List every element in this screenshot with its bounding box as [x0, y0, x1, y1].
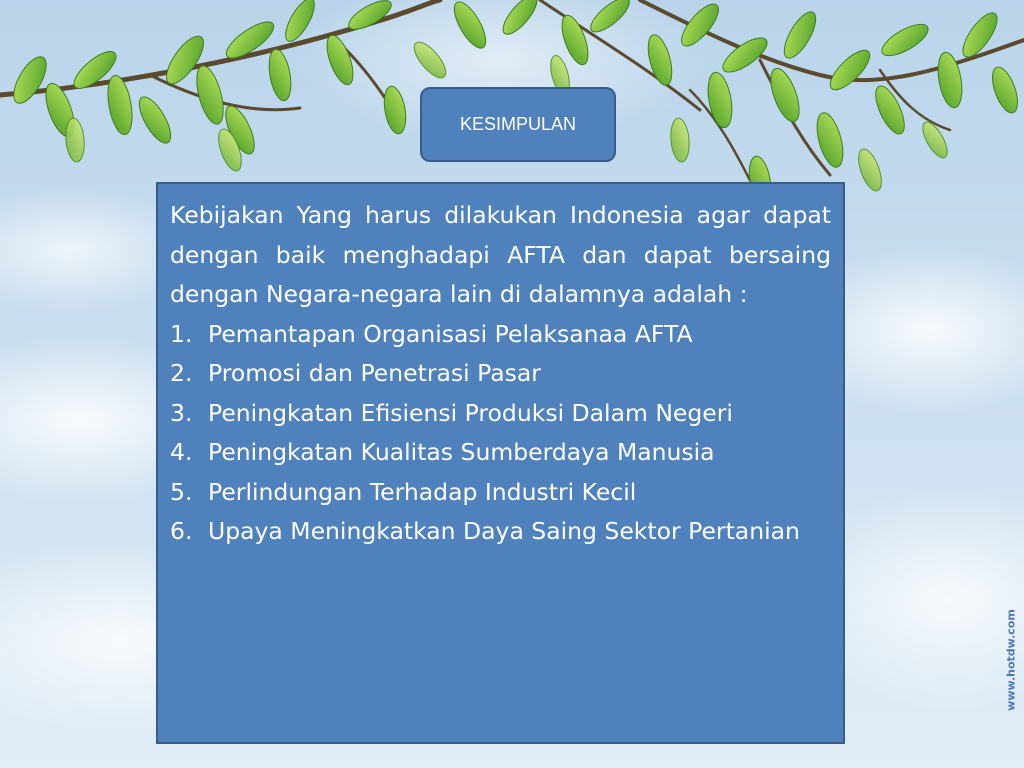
title-box [420, 87, 616, 162]
policy-list [170, 315, 831, 552]
list-item-text: Peningkatan Kualitas Sumberdaya Manusia [208, 438, 715, 466]
list-item [170, 473, 831, 513]
list-item-text: Peningkatan Efisiensi Produksi Dalam Negeri [208, 398, 733, 427]
list-item [170, 394, 831, 434]
list-item-number: 1. [170, 319, 193, 348]
list-item-text: Perlindungan Terhadap Industri Kecil [208, 477, 637, 506]
list-item [170, 433, 831, 473]
list-item [170, 512, 831, 552]
slide-title: KESIMPULAN [459, 114, 577, 134]
list-item [170, 315, 831, 355]
list-item-number: 6. [170, 517, 193, 545]
list-item [170, 354, 831, 394]
list-item-number: 5. [170, 477, 193, 506]
watermark-text: www.hotdw.com [1004, 609, 1018, 711]
list-item-number: 2. [170, 359, 193, 387]
content-box [156, 182, 845, 744]
list-item-number: 3. [170, 398, 193, 427]
list-item-number: 4. [170, 438, 193, 466]
list-item-text: Pemantapan Organisasi Pelaksanaa AFTA [208, 319, 693, 348]
list-item-text: Upaya Meningkatkan Daya Saing Sektor Pertanian [208, 517, 800, 545]
list-item-text: Promosi dan Penetrasi Pasar [208, 359, 541, 387]
intro-paragraph: Kebijakan Yang harus dilakukan Indonesia agar dapat dengan baik menghadapi AFTA dan dapat bersaing dengan Negara-negara lain di dalamnya adalah : [170, 201, 831, 308]
